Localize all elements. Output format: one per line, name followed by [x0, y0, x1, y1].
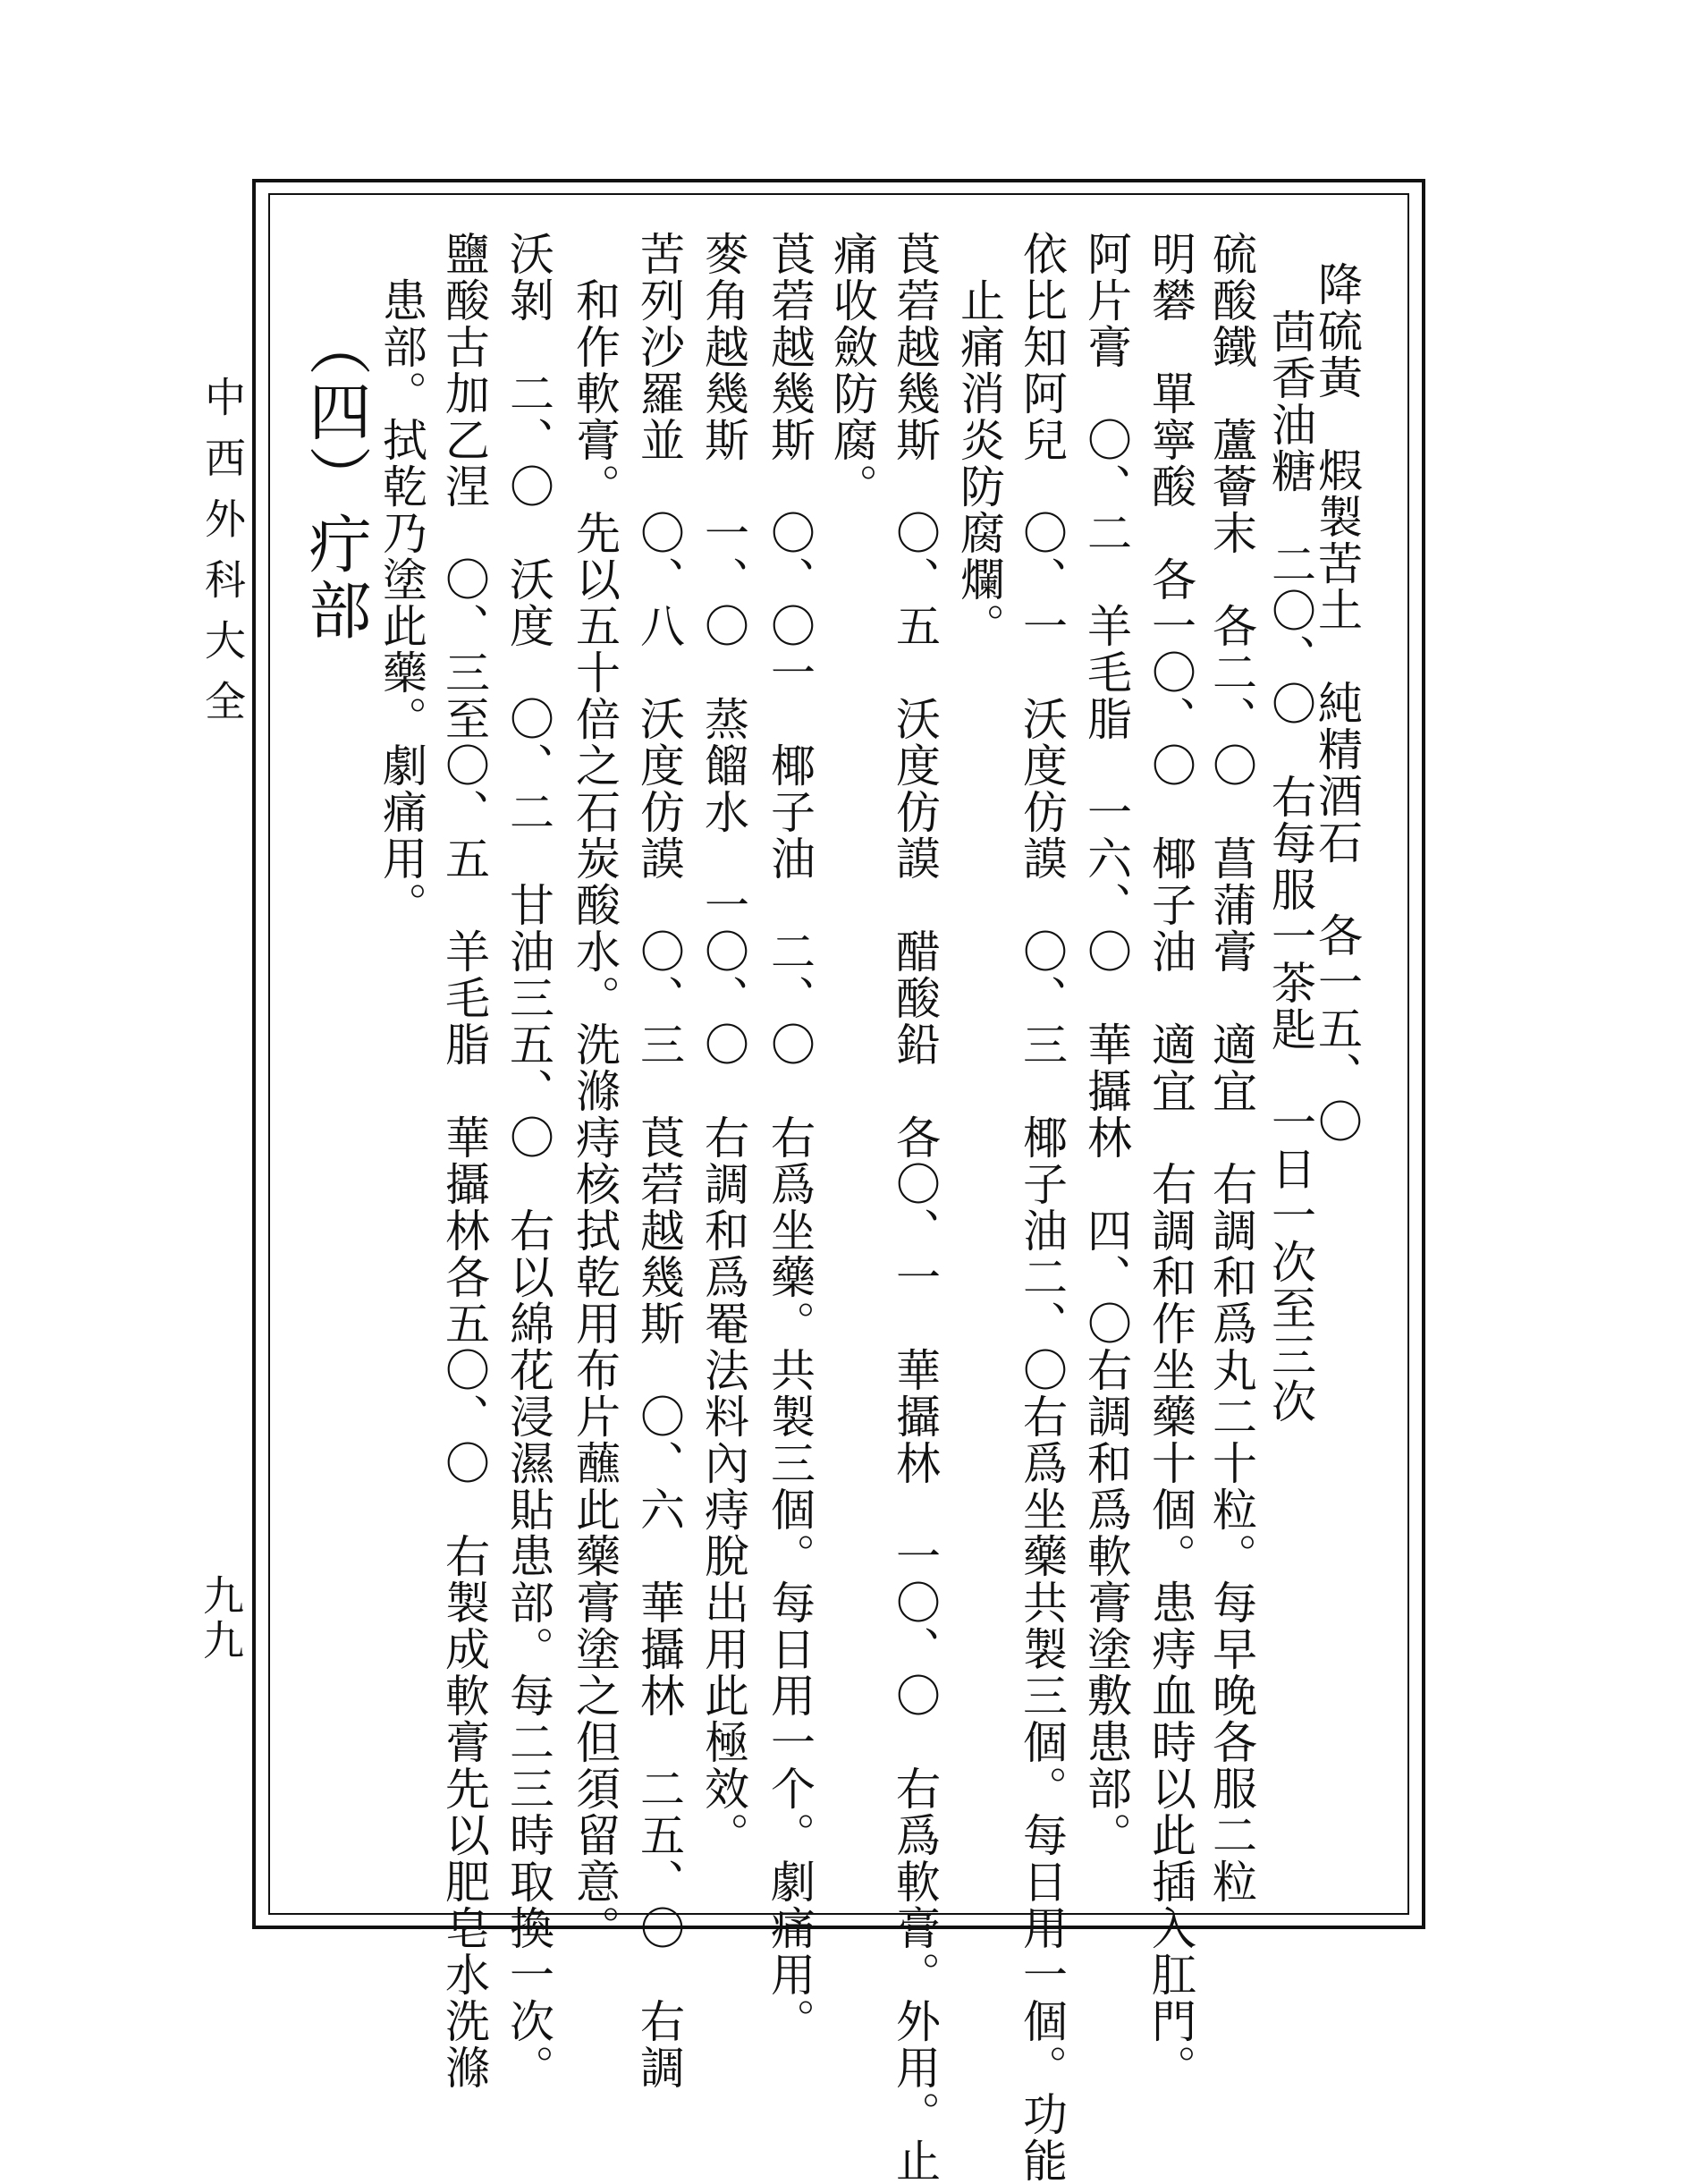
text-column-8: 莨菪越幾斯 〇、五 沃度仿謨 醋酸鉛 各〇、一 華攝林 一〇、〇 右爲軟膏。外用。止: [889, 231, 941, 2184]
text-column-13: 和作軟膏。先以五十倍之石炭酸水。洗滌痔核拭乾用布片蘸此藥膏塗之但須留意。: [569, 277, 621, 1951]
text-column-15: 鹽酸古加乙涅 〇、三至〇、五 羊毛脂 華攝林各五〇、〇 右製成軟膏先以肥皂水洗滌: [438, 231, 490, 2091]
text-column-10: 莨菪越幾斯 〇、〇一 椰子油 二、〇 右爲坐藥。共製三個。每日用一个。劇痛用。: [764, 231, 816, 2044]
text-column-3: 硫酸鐵 蘆薈末 各二、〇 菖蒲膏 適宜 右調和爲丸二十粒。每早晚各服二粒: [1205, 231, 1257, 1905]
running-head: 中西外科大全: [199, 376, 247, 741]
section-heading: （四）疔部: [299, 313, 372, 644]
text-column-9: 痛收斂防腐。: [826, 231, 878, 510]
text-column-11: 麥角越幾斯 一、〇 蒸餾水 一〇、〇 右調和爲罨法料內痔脫出用此極效。: [697, 231, 749, 1858]
text-column-14: 沃剝 二、〇 沃度 〇、二 甘油三五、〇 右以綿花浸濕貼患部。每二三時取換一次。: [503, 231, 554, 2091]
text-column-1: 降硫黃 煆製苦土 純精酒石 各一五、〇: [1311, 261, 1363, 1145]
text-column-6: 依比知阿兒 〇、一 沃度仿謨 〇、三 椰子油二、〇右爲坐藥共製三個。每日用一個。功能: [1016, 231, 1068, 2184]
text-column-2: 茴香油糖 二〇、〇 右每服一茶匙 一日一次至三次: [1264, 309, 1316, 1425]
text-column-5: 阿片膏 〇、二 羊毛脂 一六、〇 華攝林 四、〇右調和爲軟膏塗敷患部。: [1080, 231, 1132, 1858]
page-number: 九九: [197, 1574, 245, 1663]
text-column-12: 苦列沙羅並 〇、八 沃度仿謨 〇、三 莨菪越幾斯 〇、六 華攝林 二五、〇 右調: [633, 231, 685, 2091]
text-column-7: 止痛消炎防腐爛。: [953, 277, 1005, 649]
text-column-16: 患部。拭乾乃塗此藥。劇痛用。: [376, 277, 427, 928]
text-column-4: 明礬 單寧酸 各一〇、〇 椰子油 適宜 右調和作坐藥十個。患痔血時以此插入肛門。: [1145, 231, 1196, 2091]
